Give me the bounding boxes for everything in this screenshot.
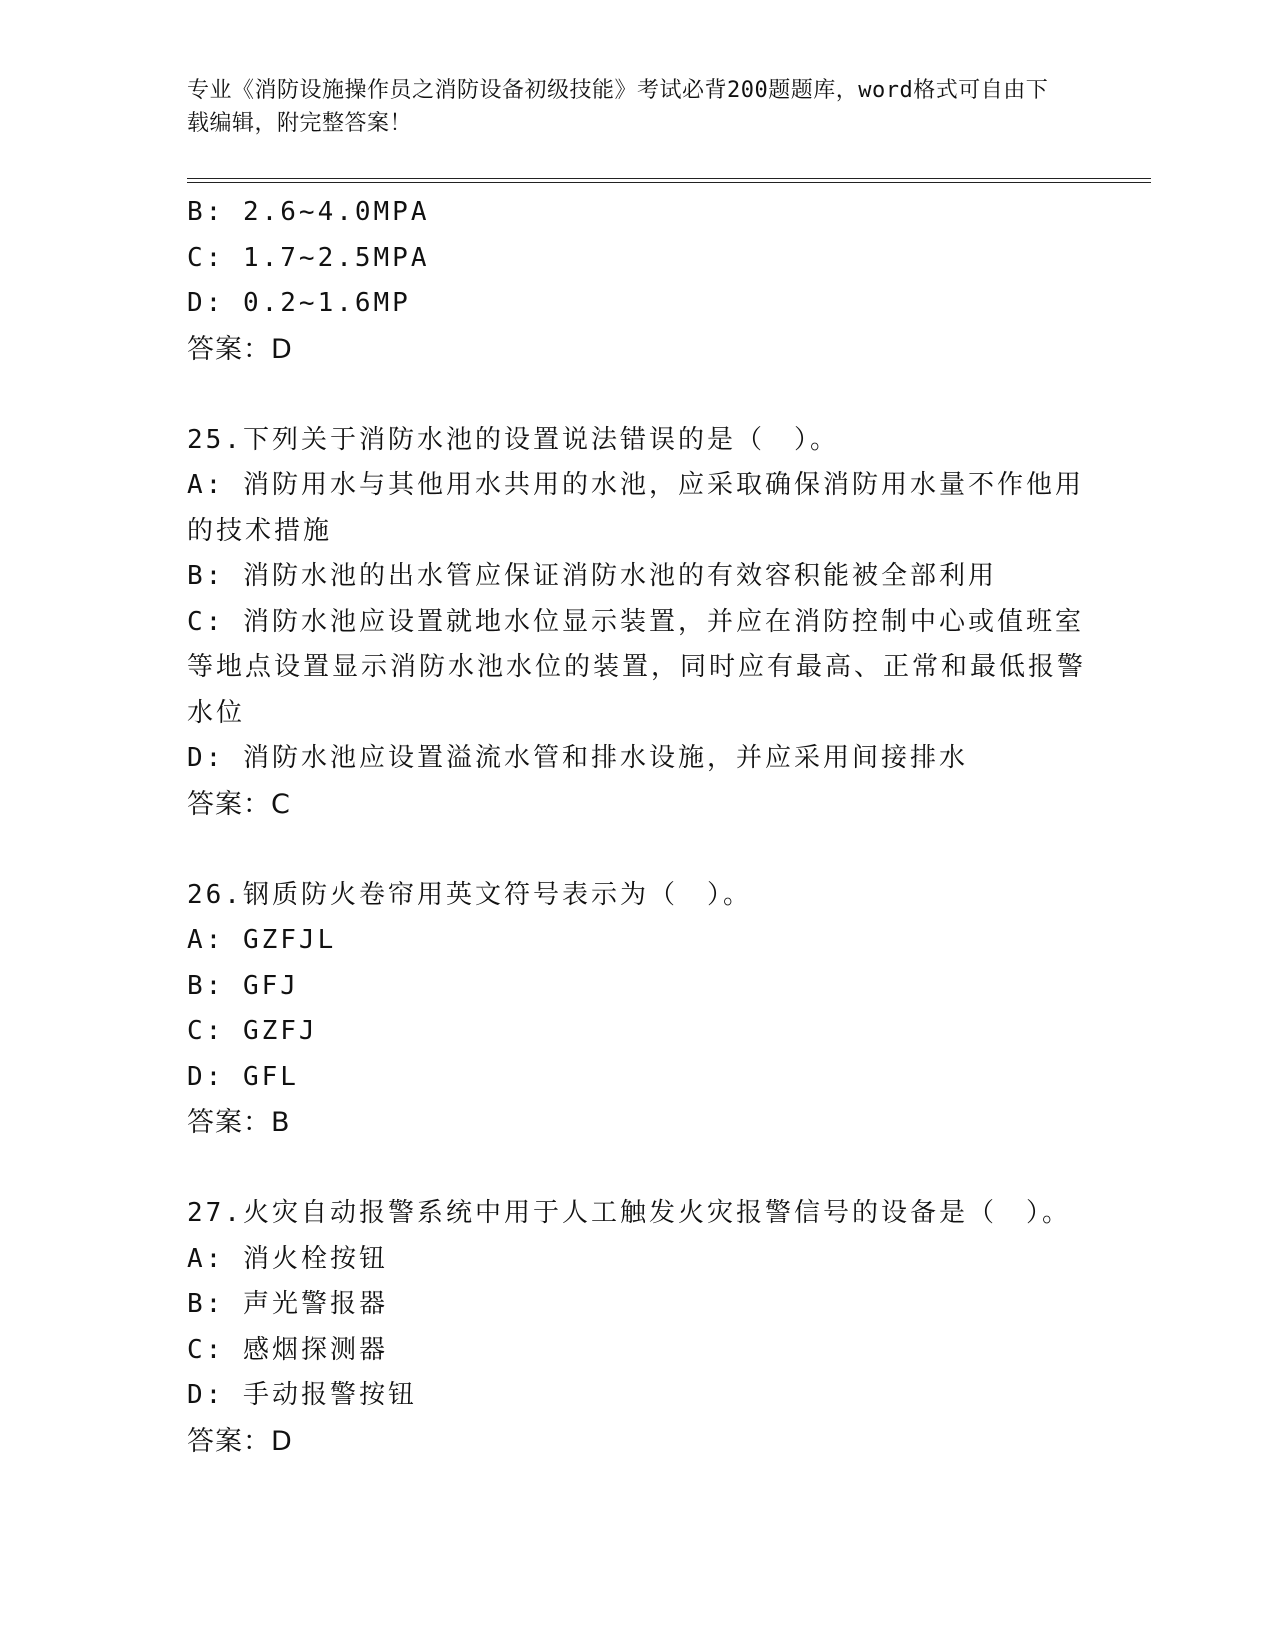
option-c: C: GZFJ <box>187 1016 318 1046</box>
question-text: 25.下列关于消防水池的设置说法错误的是（ ）。 <box>187 424 839 455</box>
header-rule-bottom <box>187 182 1151 183</box>
question-block-27 <box>187 1191 1087 1464</box>
option-d: D: 手动报警按钮 <box>187 1380 417 1410</box>
option-c: C: 感烟探测器 <box>187 1334 388 1365</box>
spacer <box>187 372 1087 418</box>
answer-line: 答案：B <box>187 1107 291 1138</box>
option-b: B: 消防水池的出水管应保证消防水池的有效容积能被全部利用 <box>187 561 997 591</box>
question-list <box>187 190 1087 1464</box>
option-d: D: 0.2~1.6MP <box>187 288 411 318</box>
option-c: C: 消防水池应设置就地水位显示装置，并应在消防控制中心或值班室等地点设置显示消防水池水位的装置，同时应有最高、正常和最低报警水位 <box>187 606 1087 728</box>
spacer <box>187 1146 1087 1192</box>
option-d: D: 消防水池应设置溢流水管和排水设施，并应采用间接排水 <box>187 743 968 773</box>
question-block-prev <box>187 190 1087 372</box>
option-a: A: GZFJL <box>187 925 337 955</box>
answer-line: 答案：D <box>187 333 293 365</box>
option-b: B: 2.6~4.0MPA <box>187 197 430 227</box>
header-rule-top <box>187 178 1151 179</box>
question-block-26 <box>187 873 1087 1146</box>
option-c: C: 1.7~2.5MPA <box>187 242 430 273</box>
option-a: A: 消防用水与其他用水共用的水池，应采取确保消防用水量不作他用的技术措施 <box>187 470 1084 546</box>
document-header: 专业《消防设施操作员之消防设备初级技能》考试必背200题题库，word格式可自由下载编辑，附完整答案！ <box>187 78 1049 136</box>
spacer <box>187 827 1087 873</box>
option-b: B: GFJ <box>187 970 299 1001</box>
answer-line: 答案：D <box>187 1425 293 1457</box>
question-text: 26.钢质防火卷帘用英文符号表示为（ ）。 <box>187 879 752 910</box>
answer-line: 答案：C <box>187 788 291 820</box>
option-d: D: GFL <box>187 1061 299 1092</box>
option-a: A: 消火栓按钮 <box>187 1243 388 1274</box>
question-block-25 <box>187 418 1087 828</box>
question-text: 27.火灾自动报警系统中用于人工触发火灾报警信号的设备是（ ）。 <box>187 1198 1071 1228</box>
option-b: B: 声光警报器 <box>187 1289 388 1319</box>
